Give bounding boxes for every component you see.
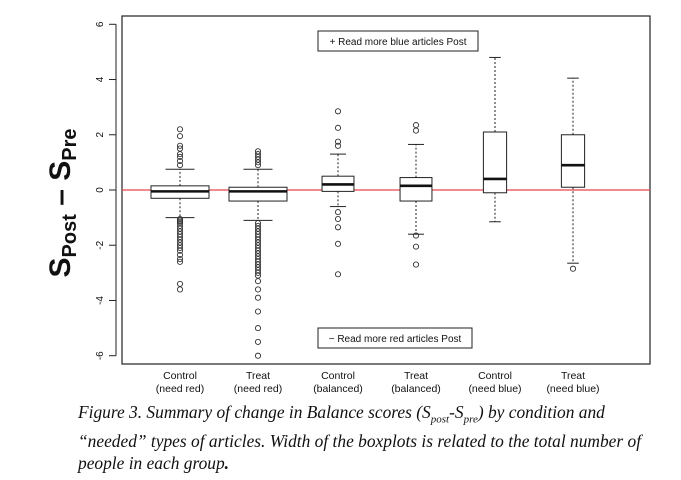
boxplot-group bbox=[483, 57, 506, 221]
outlier-point bbox=[335, 216, 340, 221]
boxplot-group bbox=[561, 78, 584, 271]
outlier-point bbox=[413, 262, 418, 267]
box-iqr bbox=[229, 187, 287, 201]
x-label-condition: Control bbox=[163, 370, 197, 382]
y-tick-label: 2 bbox=[95, 131, 106, 138]
y-tick-label: -2 bbox=[95, 240, 106, 250]
legend-top-label: + Read more blue articles Post bbox=[329, 37, 467, 48]
caption-sub-post: post bbox=[430, 413, 450, 426]
outlier-point bbox=[177, 134, 182, 139]
outlier-point bbox=[177, 281, 182, 286]
y-title-s2: S bbox=[44, 160, 77, 181]
x-label-need: (need red) bbox=[155, 383, 205, 395]
x-label-condition: Control bbox=[321, 370, 355, 382]
x-axis bbox=[156, 370, 600, 395]
outlier-point bbox=[335, 225, 340, 230]
caption-suffix: ) by condition and “needed” types of articles. Width of the boxplots is related to the total number of people in each group bbox=[78, 402, 642, 474]
y-tick-label: 6 bbox=[95, 21, 106, 28]
outlier-point bbox=[255, 295, 260, 300]
outlier-point bbox=[177, 287, 182, 292]
boxplot-group bbox=[322, 109, 354, 277]
y-title-post: Post bbox=[59, 214, 81, 258]
box-iqr bbox=[483, 132, 506, 193]
outlier-point bbox=[335, 241, 340, 246]
figure-caption bbox=[78, 401, 648, 474]
y-title-s1: S bbox=[44, 257, 77, 278]
box-iqr bbox=[561, 135, 584, 187]
outlier-point bbox=[335, 209, 340, 214]
legend-bottom-label: − Read more red articles Post bbox=[328, 334, 462, 345]
boxplot-group bbox=[400, 122, 432, 267]
y-tick-label: 0 bbox=[95, 187, 106, 193]
x-label-need: (need blue) bbox=[468, 383, 522, 395]
outlier-point bbox=[255, 279, 260, 284]
caption-end: . bbox=[224, 453, 230, 474]
x-label-need: (need red) bbox=[233, 383, 283, 395]
x-label-need: (balanced) bbox=[391, 383, 441, 395]
x-label-need: (balanced) bbox=[313, 383, 363, 395]
boxplots bbox=[151, 57, 585, 358]
x-label-condition: Control bbox=[478, 370, 512, 382]
boxplot-group bbox=[229, 149, 287, 359]
y-title-pre: Pre bbox=[59, 128, 81, 161]
legend-top bbox=[318, 31, 478, 51]
boxplot-group bbox=[151, 127, 209, 292]
outlier-point bbox=[570, 266, 575, 271]
outlier-point bbox=[335, 125, 340, 130]
box-iqr bbox=[400, 178, 432, 201]
y-tick-label: -6 bbox=[95, 351, 106, 361]
outlier-point bbox=[255, 353, 260, 358]
caption-sub-pre: pre bbox=[463, 413, 478, 426]
caption-mid: -S bbox=[449, 402, 464, 422]
caption-prefix: Figure 3. Summary of change in Balance scores (S bbox=[78, 402, 431, 422]
x-label-condition: Treat bbox=[245, 370, 271, 382]
x-label-condition: Treat bbox=[403, 370, 429, 382]
outlier-point bbox=[177, 127, 182, 132]
legend-bottom bbox=[318, 328, 472, 348]
outlier-point bbox=[255, 339, 260, 344]
x-label-need: (need blue) bbox=[546, 383, 600, 395]
x-label-condition: Treat bbox=[560, 370, 586, 382]
y-title-dash: – bbox=[44, 180, 77, 215]
outlier-point bbox=[335, 109, 340, 114]
outlier-point bbox=[335, 272, 340, 277]
y-tick-label: 4 bbox=[95, 76, 106, 83]
outlier-point bbox=[255, 309, 260, 314]
outlier-point bbox=[255, 287, 260, 292]
y-tick-label: -4 bbox=[95, 296, 106, 305]
outlier-point bbox=[413, 122, 418, 127]
y-axis-title bbox=[44, 129, 81, 278]
outlier-point bbox=[255, 325, 260, 330]
outlier-point bbox=[413, 244, 418, 249]
y-axis bbox=[95, 21, 116, 360]
outlier-point bbox=[413, 128, 418, 133]
